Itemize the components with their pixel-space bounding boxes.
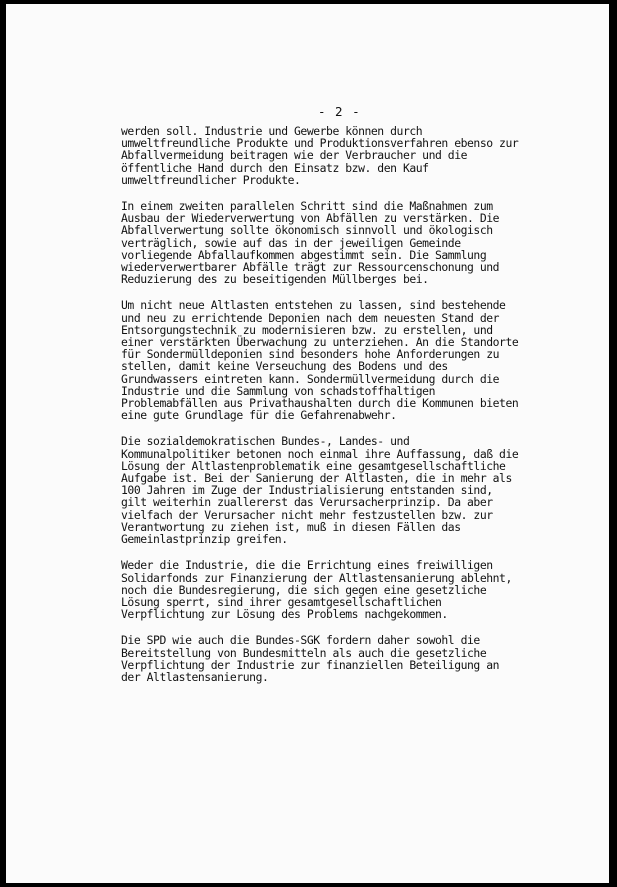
text-line: Lösung der Altlastenproblematik eine gesamtgesellschaftliche (121, 458, 506, 473)
text-line: Verpflichtung der Industrie zur finanziellen Beteiligung an (121, 657, 500, 672)
text-line: eine gute Grundlage für die Gefahrenabwehr. (121, 408, 397, 423)
text-line: Ausbau der Wiederverwertung von Abfällen zu verstärken. Die (121, 211, 500, 226)
text-line: Abfallverwertung sollte ökonomisch sinnvoll und ökologisch (121, 223, 493, 238)
text-line: Verantwortung zu ziehen ist, muß in diesen Fällen das (121, 519, 461, 534)
text-line: werden soll. Industrie und Gewerbe können durch (121, 124, 423, 138)
paragraph-1 (121, 125, 561, 186)
text-line: Problemabfällen aus Privathaushalten durch die Kommunen bieten (121, 396, 519, 411)
document-body (121, 125, 561, 697)
text-line: vorliegende Abfallaufkommen abgestimmt sein. Die Sammlung (121, 247, 487, 262)
text-line: Weder die Industrie, die die Errichtung eines freiwilligen (121, 558, 493, 573)
text-line: Kommunalpolitiker betonen noch einmal ihre Auffassung, daß die (121, 446, 519, 461)
page-number: - 2 - (318, 104, 361, 119)
text-line: gilt weiterhin zuallererst das Verursacherprinzip. Da aber (121, 495, 493, 510)
text-line: noch die Bundesregierung, die sich gegen eine gesetzliche (121, 582, 487, 597)
text-line: Bereitstellung von Bundesmitteln als auch die gesetzliche (121, 645, 487, 660)
text-line: der Altlastensanierung. (121, 669, 269, 684)
text-line: Grundwassers eintreten kann. Sondermüllvermeidung durch die (121, 371, 500, 386)
text-line: einer verstärkten Überwachung zu unterziehen. An die Standorte (121, 335, 519, 350)
text-line: und neu zu errichtende Deponien nach dem neuesten Stand der (121, 310, 500, 325)
paragraph-5 (121, 559, 561, 620)
text-line: vielfach der Verursacher nicht mehr festzustellen bzw. zur (121, 507, 493, 522)
paragraph-6 (121, 634, 561, 683)
text-line: Gemeinlastprinzip greifen. (121, 532, 288, 547)
text-line: Solidarfonds zur Finanzierung der Altlastensanierung ablehnt, (121, 570, 512, 585)
text-line: Verpflichtung zur Lösung des Problems nachgekommen. (121, 607, 448, 622)
text-line: umweltfreundlicher Produkte. (121, 172, 301, 187)
text-line: umweltfreundliche Produkte und Produktionsverfahren ebenso zur (121, 136, 519, 151)
text-line: Die SPD wie auch die Bundes-SGK fordern daher sowohl die (121, 633, 480, 648)
text-line: Aufgabe ist. Bei der Sanierung der Altlasten, die in mehr als (121, 471, 512, 486)
paragraph-3 (121, 299, 561, 421)
text-line: für Sondermülldeponien sind besonders hohe Anforderungen zu (121, 347, 500, 362)
text-line: Die sozialdemokratischen Bundes-, Landes- und (121, 434, 410, 449)
text-line: Um nicht neue Altlasten entstehen zu lassen, sind bestehende (121, 298, 506, 313)
text-line: stellen, damit keine Verseuchung des Bodens und des (121, 359, 448, 374)
text-line: Industrie und die Sammlung von schadstoffhaltigen (121, 383, 435, 398)
text-line: öffentliche Hand durch den Einsatz bzw. den Kauf (121, 160, 429, 175)
text-line: Abfallvermeidung beitragen wie der Verbraucher und die (121, 148, 468, 163)
text-line: In einem zweiten parallelen Schritt sind die Maßnahmen zum (121, 199, 493, 214)
text-line: Entsorgungstechnik zu modernisieren bzw. zu erstellen, und (121, 322, 493, 337)
text-line: wiederverwertbarer Abfälle trägt zur Ressourcenschonung und (121, 260, 500, 275)
paragraph-4 (121, 435, 561, 545)
text-line: Lösung sperrt, sind ihrer gesamtgesellschaftlichen (121, 594, 442, 609)
text-line: 100 Jahren im Zuge der Industrialisierung entstanden sind, (121, 483, 493, 498)
text-line: verträglich, sowie auf das in der jeweiligen Gemeinde (121, 235, 461, 250)
paragraph-2 (121, 200, 561, 285)
text-line: Reduzierung des zu beseitigenden Müllberges bei. (121, 272, 429, 287)
